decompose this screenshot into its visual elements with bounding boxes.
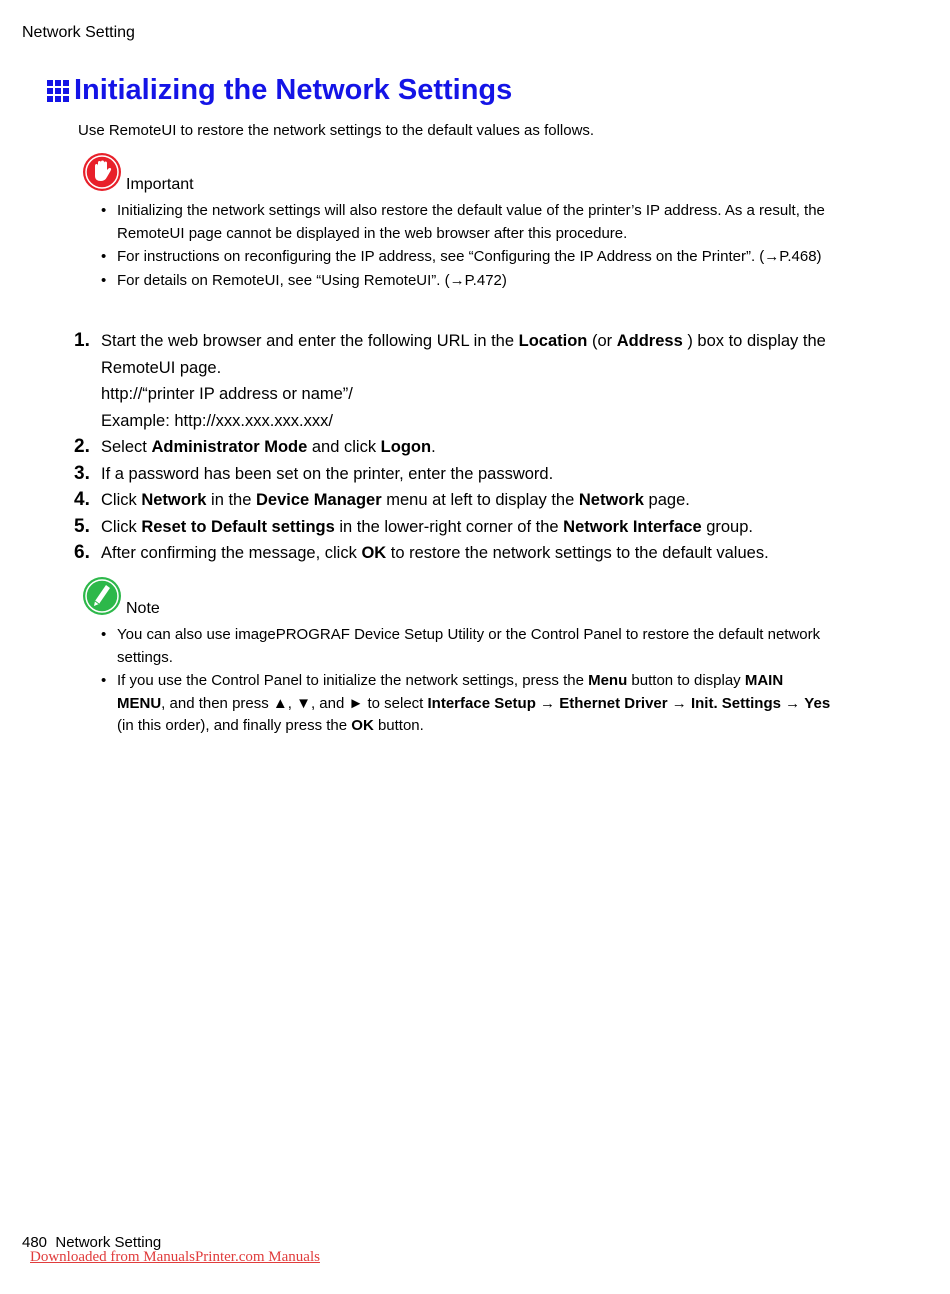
step-text: and click <box>307 438 381 456</box>
step-text: to restore the network settings to the default values. <box>386 544 769 562</box>
step-body <box>101 540 844 567</box>
note-item-text: → <box>667 694 691 712</box>
step-body <box>101 328 844 381</box>
note-item-bold-text: OK <box>351 717 374 734</box>
important-item-text: For details on RemoteUI, see “Using RemoteUI”. (→P.472) <box>117 271 507 289</box>
note-item-text: → <box>780 694 805 712</box>
step-body <box>101 487 844 514</box>
note-heading <box>82 576 160 616</box>
step-text: (or <box>587 332 617 350</box>
page-number: 480 <box>22 1234 48 1251</box>
step-item <box>74 328 844 434</box>
note-item-bold-text: Yes <box>804 694 831 712</box>
step-body <box>101 461 844 488</box>
pencil-icon <box>82 576 122 616</box>
download-link[interactable]: Downloaded from ManualsPrinter.com Manuals <box>30 1249 320 1265</box>
step-bold-text: Location <box>518 332 588 350</box>
step-number: 6. <box>74 542 90 563</box>
step-number: 3. <box>74 462 90 484</box>
important-label: Important <box>126 176 194 193</box>
step-bold-text: Network Interface <box>563 517 702 536</box>
step-bold-text: Device Manager <box>256 491 382 509</box>
step-text: Click <box>101 517 142 536</box>
step-bold-text: OK <box>361 544 387 562</box>
note-item <box>100 624 835 669</box>
stop-hand-icon <box>82 152 122 192</box>
important-heading <box>82 152 194 192</box>
step-text: group. <box>701 517 753 536</box>
step-extra-line: http://“printer IP address or name”/ <box>101 385 353 403</box>
step-number: 4. <box>74 489 90 510</box>
note-item-text: → <box>535 694 560 712</box>
important-item-text: Initializing the network settings will also restore the default value of the printer’s IP address. As a result, the RemoteUI page cannot be displayed in the web browser after this procedure. <box>117 202 825 242</box>
step-text: Click <box>101 491 142 509</box>
step-text: page. <box>643 491 690 509</box>
page-title-text: Initializing the Network Settings <box>74 74 513 106</box>
step-bold-text: Network <box>141 491 207 509</box>
steps-list <box>74 328 844 567</box>
note-item-bold-text: MAIN MENU <box>117 672 784 712</box>
step-item <box>74 434 844 461</box>
step-bold-text: Network <box>578 491 644 509</box>
important-item <box>100 270 840 293</box>
grid-icon <box>46 79 70 103</box>
step-item <box>74 487 844 514</box>
page-header: Network Setting <box>22 24 135 41</box>
note-item <box>100 670 835 738</box>
step-text: in the lower-right corner of the <box>334 517 564 536</box>
step-text: . <box>431 438 436 456</box>
step-number: 1. <box>74 330 90 351</box>
note-list <box>100 624 835 739</box>
important-list <box>100 200 840 293</box>
step-body <box>101 514 844 541</box>
note-item-text: If you use the Control Panel to initialize the network settings, press the <box>117 672 589 689</box>
step-body <box>101 434 844 461</box>
step-item <box>74 514 844 541</box>
step-bold-text: Administrator Mode <box>151 438 308 456</box>
note-item-text: (in this order), and finally press the <box>117 717 352 734</box>
note-item-bold-text: Init. Settings <box>690 694 781 712</box>
step-text: If a password has been set on the printer, enter the password. <box>101 464 554 483</box>
note-item-text: You can also use imagePROGRAF Device Setup Utility or the Control Panel to restore the default network settings. <box>117 626 821 666</box>
note-item-bold-text: Menu <box>588 672 628 689</box>
step-extra-line: Example: http://xxx.xxx.xxx.xxx/ <box>101 411 333 430</box>
note-label: Note <box>126 600 160 617</box>
important-item-text: For instructions on reconfiguring the IP address, see “Configuring the IP Address on the Printer”. (→P.468) <box>117 248 822 265</box>
step-item <box>74 540 844 567</box>
step-text: in the <box>206 491 256 509</box>
step-item <box>74 461 844 488</box>
step-bold-text: Reset to Default settings <box>141 517 335 536</box>
step-number: 5. <box>74 515 90 537</box>
important-item <box>100 246 840 269</box>
note-item-text: button to display <box>627 672 745 689</box>
note-item-bold-text: Interface Setup <box>427 694 536 712</box>
intro-text: Use RemoteUI to restore the network settings to the default values as follows. <box>78 122 595 139</box>
step-bold-text: Logon <box>380 438 432 456</box>
step-text: Select <box>101 438 152 456</box>
step-bold-text: Address <box>616 332 683 350</box>
step-text: Start the web browser and enter the following URL in the <box>101 332 519 350</box>
note-item-text: , and then press ▲, ▼, and ► to select <box>161 694 428 712</box>
note-item-bold-text: Ethernet Driver <box>559 694 668 712</box>
footer-section: Network Setting <box>55 1234 162 1251</box>
page-title <box>46 74 512 107</box>
step-number: 2. <box>74 436 90 457</box>
note-item-text: button. <box>373 717 424 734</box>
important-item <box>100 200 840 245</box>
step-text: menu at left to display the <box>381 491 579 509</box>
step-text: After confirming the message, click <box>101 544 362 562</box>
step-text: ) box to display the RemoteUI page. <box>101 332 826 377</box>
